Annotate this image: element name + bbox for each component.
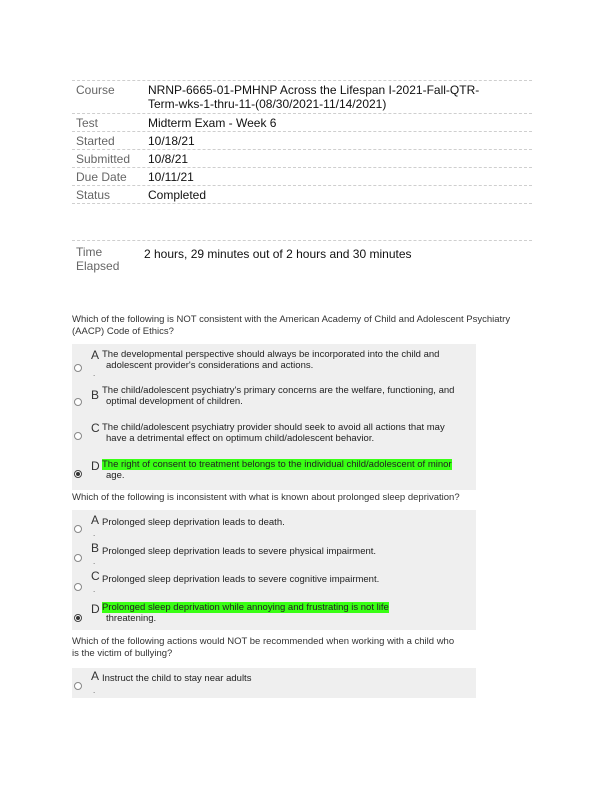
q2-answer-d-highlight: Prolonged sleep deprivation while annoying and frustrating is not life <box>102 602 389 613</box>
q2-answer-a-text <box>102 517 470 528</box>
q2-radio-c[interactable] <box>74 583 82 591</box>
question-1-line2: (AACP) Code of Ethics? <box>72 326 174 337</box>
course-value-line2: Term-wks-1-thru-11-(08/30/2021-11/14/2021) <box>148 97 387 111</box>
q1-answer-c[interactable] <box>72 418 476 454</box>
q2-letter-d: D <box>91 602 100 616</box>
q1-answer-d-line1 <box>102 459 470 470</box>
q1-radio-a[interactable] <box>74 364 82 372</box>
q2-answer-d[interactable] <box>72 596 476 630</box>
info-value-submitted: 10/8/21 <box>148 152 189 166</box>
q1-answer-d-text <box>102 459 470 481</box>
info-row-due-date <box>72 167 532 185</box>
exam-info-table <box>72 80 532 275</box>
info-row-course <box>72 80 532 113</box>
q1-answer-d-line2: age. <box>106 470 125 481</box>
q2-answer-c-dot: . <box>93 585 96 594</box>
q2-radio-a[interactable] <box>74 525 82 533</box>
q2-answer-c-line1: Prolonged sleep deprivation leads to severe cognitive impairment. <box>102 574 380 585</box>
q2-answer-b-text <box>102 546 470 557</box>
info-label-time-elapsed <box>72 241 144 275</box>
q3-answer-a-text <box>102 673 470 684</box>
info-row-test <box>72 113 532 131</box>
q2-answer-c-text <box>102 574 470 585</box>
info-value-course <box>148 81 532 113</box>
question-3-line1: Which of the following actions would NOT be recommended when working with a child who <box>72 636 455 647</box>
q1-answer-b-text <box>102 385 470 407</box>
q2-answer-d-line1 <box>102 602 470 613</box>
q2-answer-a-line1: Prolonged sleep deprivation leads to death. <box>102 517 285 528</box>
info-label-test: Test <box>76 116 99 130</box>
info-label-course: Course <box>76 83 115 97</box>
q2-radio-d[interactable] <box>74 614 82 622</box>
q1-radio-d[interactable] <box>74 470 82 478</box>
info-row-submitted <box>72 149 532 167</box>
course-value-line1: NRNP-6665-01-PMHNP Across the Lifespan I-2021-Fall-QTR- <box>148 83 480 97</box>
q1-answer-c-text <box>102 422 470 444</box>
q2-answer-b-dot: . <box>93 557 96 566</box>
q3-radio-a[interactable] <box>74 682 82 690</box>
info-label-status: Status <box>76 188 111 202</box>
info-value-time-elapsed: 2 hours, 29 minutes out of 2 hours and 30 minutes <box>144 247 412 261</box>
info-row-started <box>72 131 532 149</box>
q2-letter-b: B <box>91 541 100 555</box>
q1-letter-a: A <box>91 348 100 362</box>
q3-answer-a-line1: Instruct the child to stay near adults <box>102 673 252 684</box>
info-label-due-date: Due Date <box>76 170 127 184</box>
q1-answer-a-dot: . <box>93 369 96 378</box>
elapsed-label-line2: Elapsed <box>76 259 120 273</box>
q2-answer-a-dot: . <box>93 529 96 538</box>
q1-answer-d[interactable] <box>72 454 476 490</box>
q1-letter-c: C <box>91 421 100 435</box>
q2-answer-c[interactable] <box>72 566 476 596</box>
q3-answer-a-dot: . <box>93 686 96 695</box>
question-2-line1: Which of the following is inconsistent with what is known about prolonged sleep deprivation? <box>72 492 460 503</box>
q2-letter-c: C <box>91 569 100 583</box>
q2-answer-d-line2: threatening. <box>106 613 157 624</box>
q1-answer-c-line2: have a detrimental effect on optimum child/adolescent behavior. <box>106 433 375 444</box>
info-value-started: 10/18/21 <box>148 134 195 148</box>
question-2-text <box>72 492 542 504</box>
q1-answer-b[interactable] <box>72 382 476 418</box>
q1-answer-c-line1: The child/adolescent psychiatry provider should seek to avoid all actions that may <box>102 422 445 433</box>
q1-letter-d: D <box>91 459 100 473</box>
info-value-test: Midterm Exam - Week 6 <box>148 116 277 130</box>
info-row-blank <box>72 203 532 240</box>
q2-answer-d-text <box>102 602 470 624</box>
info-value-due-date: 10/11/21 <box>148 170 194 184</box>
q1-radio-c[interactable] <box>74 432 82 440</box>
q2-letter-a: A <box>91 513 100 527</box>
info-row-time-elapsed <box>72 240 532 275</box>
q1-answer-b-line2: optimal development of children. <box>106 396 243 407</box>
info-value-status: Completed <box>148 188 207 202</box>
q1-answer-b-line1: The child/adolescent psychiatry's primary concerns are the welfare, functioning, and <box>102 385 455 396</box>
question-3-line2: is the victim of bullying? <box>72 648 173 659</box>
info-label-started: Started <box>76 134 115 148</box>
q1-answer-d-highlight: The right of consent to treatment belongs to the individual child/adolescent of minor <box>102 459 452 470</box>
q1-answer-a-line2: adolescent provider's considerations and actions. <box>106 360 314 371</box>
q2-radio-b[interactable] <box>74 554 82 562</box>
info-label-submitted: Submitted <box>76 152 131 166</box>
q2-answer-a[interactable] <box>72 510 476 538</box>
info-row-status <box>72 185 532 203</box>
q3-answer-a[interactable] <box>72 668 476 698</box>
q1-radio-b[interactable] <box>74 398 82 406</box>
q1-answer-a-line1: The developmental perspective should always be incorporated into the child and <box>102 349 440 360</box>
question-3-text <box>72 636 542 660</box>
q1-answer-a[interactable] <box>72 344 476 382</box>
q3-letter-a: A <box>91 669 100 683</box>
q1-letter-b: B <box>91 388 100 402</box>
q1-answer-a-text <box>102 349 470 371</box>
question-1-text <box>72 314 542 338</box>
q2-answer-b-line1: Prolonged sleep deprivation leads to severe physical impairment. <box>102 546 377 557</box>
question-1-line1: Which of the following is NOT consistent with the American Academy of Child and Adolescent Psychiatry <box>72 314 511 325</box>
elapsed-label-line1: Time <box>76 245 103 259</box>
q2-answer-b[interactable] <box>72 538 476 566</box>
